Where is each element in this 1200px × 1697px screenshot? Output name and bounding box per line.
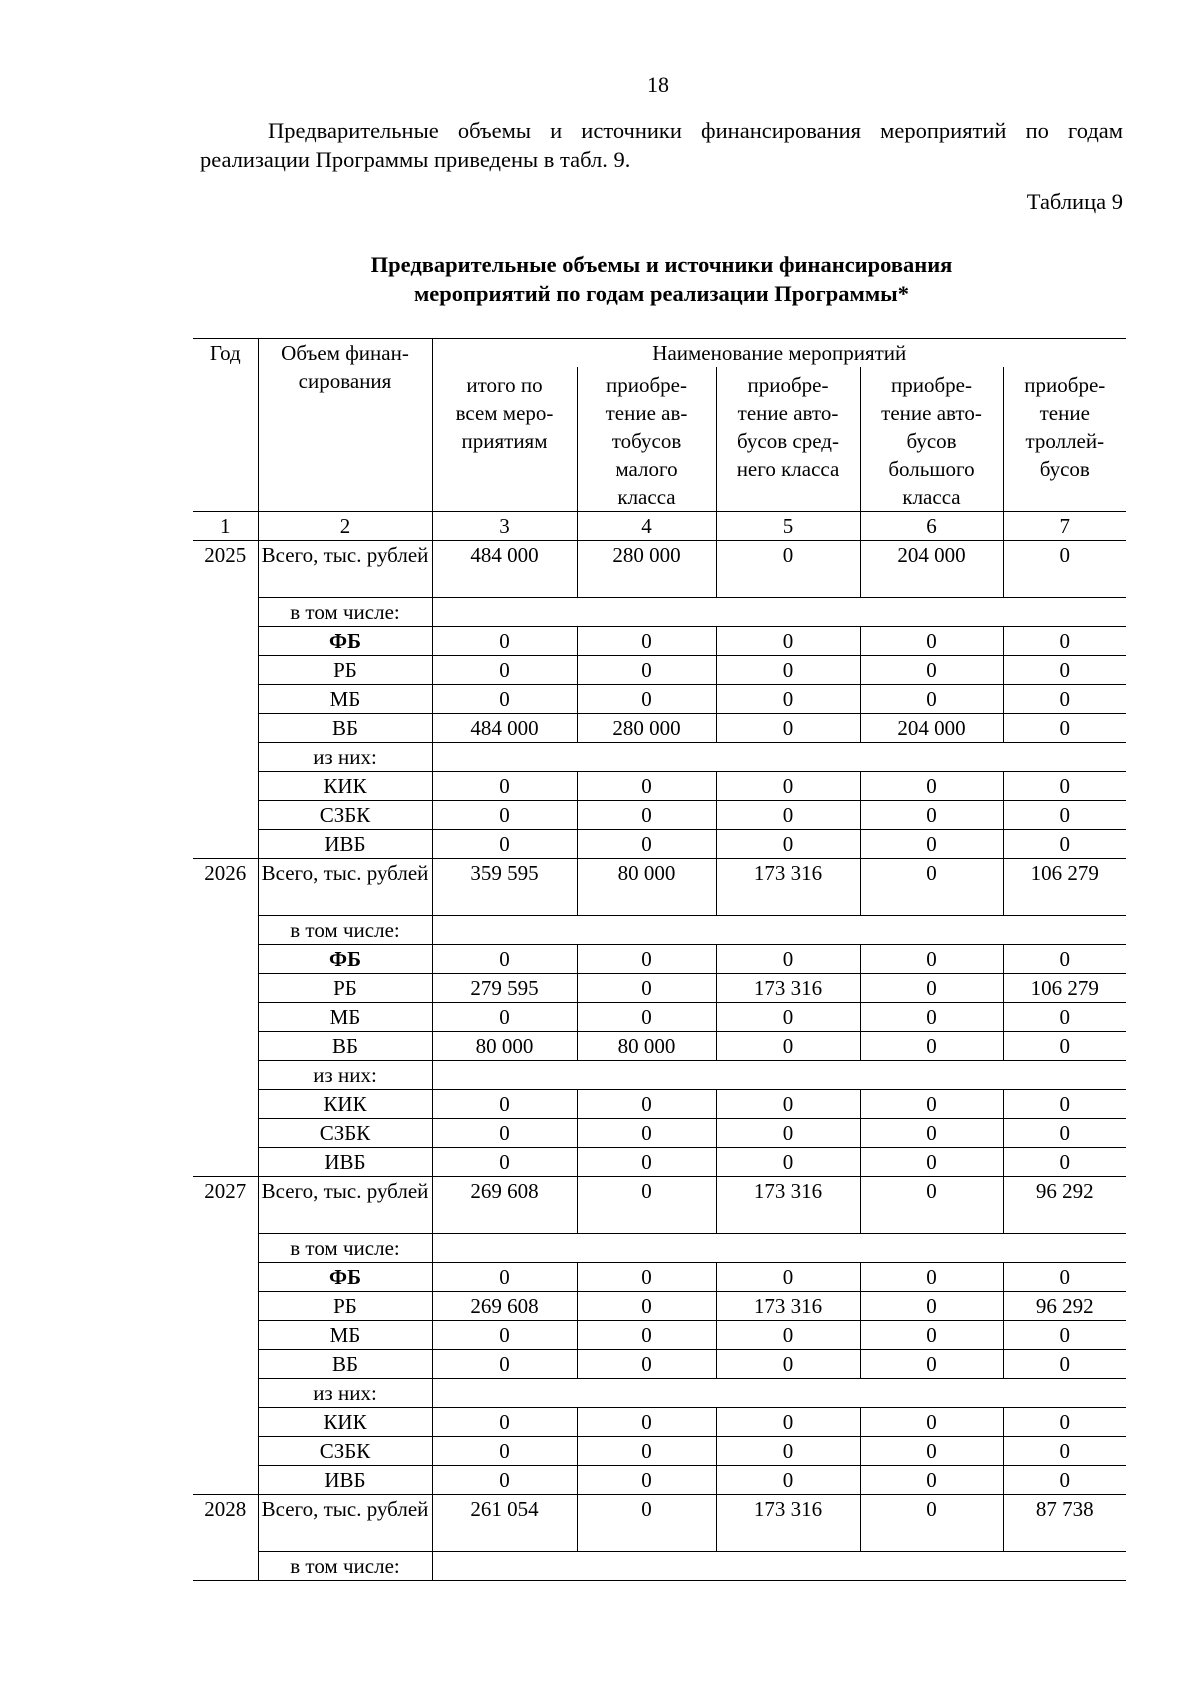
value-cell: 0 bbox=[860, 1466, 1003, 1495]
value-cell: 0 bbox=[860, 1350, 1003, 1379]
year-cell: 2025 bbox=[193, 541, 258, 859]
value-cell: 0 bbox=[1003, 714, 1126, 743]
value-cell: 0 bbox=[716, 1119, 860, 1148]
table-title bbox=[200, 250, 1123, 308]
table-row bbox=[193, 627, 1126, 656]
value-cell: 0 bbox=[860, 1321, 1003, 1350]
value-cell: 0 bbox=[432, 1350, 577, 1379]
value-cell: 0 bbox=[577, 1003, 716, 1032]
value-cell: 0 bbox=[716, 685, 860, 714]
value-cell: 204 000 bbox=[860, 714, 1003, 743]
value-cell: 0 bbox=[1003, 1148, 1126, 1177]
intro-paragraph: Предварительные объемы и источники финансирования мероприятий по годам реализации Программы приведены в табл. 9. bbox=[200, 118, 1123, 172]
row-label-including: в том числе: bbox=[258, 1552, 432, 1581]
value-cell: 0 bbox=[860, 1177, 1003, 1234]
table-row bbox=[193, 1090, 1126, 1119]
value-cell: 0 bbox=[577, 685, 716, 714]
value-cell: 0 bbox=[1003, 685, 1126, 714]
row-label-of-which: из них: bbox=[258, 1061, 432, 1090]
table-row bbox=[193, 743, 1126, 772]
value-cell: 173 316 bbox=[716, 1292, 860, 1321]
value-cell: 0 bbox=[716, 801, 860, 830]
table-row bbox=[193, 859, 1126, 916]
value-cell: 0 bbox=[432, 685, 577, 714]
value-cell: 0 bbox=[860, 1119, 1003, 1148]
table-row bbox=[193, 1552, 1126, 1581]
value-cell: 0 bbox=[1003, 830, 1126, 859]
value-cell: 261 054 bbox=[432, 1495, 577, 1552]
table-row bbox=[193, 1119, 1126, 1148]
value-cell: 80 000 bbox=[577, 859, 716, 916]
value-cell: 0 bbox=[577, 801, 716, 830]
value-cell: 173 316 bbox=[716, 974, 860, 1003]
subsource-label: СЗБК bbox=[258, 1119, 432, 1148]
column-number: 1 bbox=[193, 512, 258, 541]
subsource-label: КИК bbox=[258, 1408, 432, 1437]
value-cell: 0 bbox=[577, 1090, 716, 1119]
value-cell: 0 bbox=[577, 974, 716, 1003]
source-label: ФБ bbox=[258, 1263, 432, 1292]
source-label: МБ bbox=[258, 1321, 432, 1350]
header-col-medium-buses: приобре- тение авто- бусов сред- него класса bbox=[716, 367, 860, 512]
value-cell: 0 bbox=[860, 1292, 1003, 1321]
table-body bbox=[193, 541, 1126, 1581]
value-cell: 0 bbox=[1003, 1119, 1126, 1148]
value-cell: 0 bbox=[432, 945, 577, 974]
value-cell: 0 bbox=[432, 1090, 577, 1119]
table-row bbox=[193, 598, 1126, 627]
table-row bbox=[193, 1466, 1126, 1495]
value-cell: 0 bbox=[860, 1408, 1003, 1437]
value-cell: 0 bbox=[860, 974, 1003, 1003]
table-row bbox=[193, 1292, 1126, 1321]
value-cell: 0 bbox=[716, 1032, 860, 1061]
value-cell: 269 608 bbox=[432, 1292, 577, 1321]
value-cell: 0 bbox=[860, 772, 1003, 801]
table-row bbox=[193, 1148, 1126, 1177]
year-cell: 2026 bbox=[193, 859, 258, 1177]
table-row bbox=[193, 801, 1126, 830]
table-row bbox=[193, 1321, 1126, 1350]
row-label-including: в том числе: bbox=[258, 1234, 432, 1263]
empty-span-cell bbox=[432, 743, 1126, 772]
value-cell: 0 bbox=[716, 656, 860, 685]
value-cell: 0 bbox=[432, 830, 577, 859]
financing-table bbox=[193, 338, 1126, 1581]
table-row bbox=[193, 945, 1126, 974]
source-label: ФБ bbox=[258, 945, 432, 974]
value-cell: 0 bbox=[577, 1321, 716, 1350]
value-cell: 0 bbox=[1003, 1437, 1126, 1466]
row-label-including: в том числе: bbox=[258, 916, 432, 945]
subsource-label: ИВБ bbox=[258, 1148, 432, 1177]
value-cell: 484 000 bbox=[432, 541, 577, 598]
value-cell: 0 bbox=[577, 1177, 716, 1234]
source-label: ВБ bbox=[258, 1350, 432, 1379]
value-cell: 0 bbox=[716, 1090, 860, 1119]
value-cell: 280 000 bbox=[577, 541, 716, 598]
value-cell: 0 bbox=[577, 627, 716, 656]
value-cell: 0 bbox=[716, 714, 860, 743]
row-label-of-which: из них: bbox=[258, 743, 432, 772]
table-row bbox=[193, 1495, 1126, 1552]
value-cell: 0 bbox=[860, 627, 1003, 656]
table-title-line-2: мероприятий по годам реализации Программы* bbox=[413, 281, 910, 306]
value-cell: 0 bbox=[716, 1437, 860, 1466]
value-cell: 0 bbox=[716, 1350, 860, 1379]
value-cell: 0 bbox=[577, 1119, 716, 1148]
value-cell: 0 bbox=[1003, 1466, 1126, 1495]
header-col-total: итого по всем меро- приятиям bbox=[432, 367, 577, 512]
value-cell: 279 595 bbox=[432, 974, 577, 1003]
source-label: МБ bbox=[258, 1003, 432, 1032]
value-cell: 0 bbox=[1003, 1263, 1126, 1292]
value-cell: 0 bbox=[1003, 1090, 1126, 1119]
value-cell: 0 bbox=[577, 1292, 716, 1321]
source-label: МБ bbox=[258, 685, 432, 714]
empty-span-cell bbox=[432, 1234, 1126, 1263]
value-cell: 0 bbox=[577, 1437, 716, 1466]
value-cell: 0 bbox=[860, 1148, 1003, 1177]
table-row bbox=[193, 1032, 1126, 1061]
value-cell: 0 bbox=[860, 656, 1003, 685]
table-row bbox=[193, 1061, 1126, 1090]
value-cell: 96 292 bbox=[1003, 1177, 1126, 1234]
subsource-label: КИК bbox=[258, 772, 432, 801]
empty-span-cell bbox=[432, 916, 1126, 945]
value-cell: 0 bbox=[716, 830, 860, 859]
table-label: Таблица 9 bbox=[1026, 189, 1123, 214]
value-cell: 0 bbox=[432, 1119, 577, 1148]
header-activities: Наименование мероприятий bbox=[432, 339, 1126, 368]
value-cell: 0 bbox=[432, 1148, 577, 1177]
value-cell: 0 bbox=[432, 1321, 577, 1350]
value-cell: 0 bbox=[716, 1263, 860, 1292]
column-number: 4 bbox=[577, 512, 716, 541]
table-row bbox=[193, 685, 1126, 714]
value-cell: 173 316 bbox=[716, 859, 860, 916]
table-row bbox=[193, 1177, 1126, 1234]
value-cell: 269 608 bbox=[432, 1177, 577, 1234]
value-cell: 0 bbox=[716, 945, 860, 974]
value-cell: 0 bbox=[860, 1495, 1003, 1552]
subsource-label: СЗБК bbox=[258, 801, 432, 830]
table-row bbox=[193, 1379, 1126, 1408]
subsource-label: СЗБК bbox=[258, 1437, 432, 1466]
value-cell: 0 bbox=[860, 1032, 1003, 1061]
table-row bbox=[193, 714, 1126, 743]
subsource-label: КИК bbox=[258, 1090, 432, 1119]
value-cell: 0 bbox=[860, 1090, 1003, 1119]
header-col-large-buses: приобре- тение авто- бусов большого класса bbox=[860, 367, 1003, 512]
subsource-label: ИВБ bbox=[258, 830, 432, 859]
row-label-total: Всего, тыс. рублей bbox=[258, 1177, 432, 1234]
empty-span-cell bbox=[432, 598, 1126, 627]
value-cell: 0 bbox=[860, 830, 1003, 859]
value-cell: 0 bbox=[577, 656, 716, 685]
table-row bbox=[193, 541, 1126, 598]
table-row bbox=[193, 1350, 1126, 1379]
value-cell: 0 bbox=[1003, 772, 1126, 801]
value-cell: 0 bbox=[432, 801, 577, 830]
value-cell: 0 bbox=[432, 1437, 577, 1466]
value-cell: 0 bbox=[432, 1408, 577, 1437]
subsource-label: ИВБ bbox=[258, 1466, 432, 1495]
table-row bbox=[193, 916, 1126, 945]
value-cell: 0 bbox=[577, 772, 716, 801]
value-cell: 173 316 bbox=[716, 1495, 860, 1552]
value-cell: 0 bbox=[860, 1003, 1003, 1032]
value-cell: 0 bbox=[1003, 627, 1126, 656]
value-cell: 280 000 bbox=[577, 714, 716, 743]
value-cell: 0 bbox=[860, 801, 1003, 830]
value-cell: 80 000 bbox=[577, 1032, 716, 1061]
value-cell: 484 000 bbox=[432, 714, 577, 743]
source-label: РБ bbox=[258, 656, 432, 685]
source-label: РБ bbox=[258, 1292, 432, 1321]
value-cell: 0 bbox=[577, 1350, 716, 1379]
value-cell: 0 bbox=[432, 1003, 577, 1032]
value-cell: 0 bbox=[577, 945, 716, 974]
value-cell: 0 bbox=[1003, 656, 1126, 685]
header-col-trolleybuses: приобре- тение троллей- бусов bbox=[1003, 367, 1126, 512]
value-cell: 0 bbox=[432, 772, 577, 801]
table-title-line-1: Предварительные объемы и источники финансирования bbox=[370, 252, 953, 277]
row-label-of-which: из них: bbox=[258, 1379, 432, 1408]
column-number: 3 bbox=[432, 512, 577, 541]
value-cell: 0 bbox=[432, 1263, 577, 1292]
value-cell: 87 738 bbox=[1003, 1495, 1126, 1552]
value-cell: 0 bbox=[577, 1466, 716, 1495]
table-row bbox=[193, 1408, 1126, 1437]
value-cell: 0 bbox=[432, 627, 577, 656]
row-label-total: Всего, тыс. рублей bbox=[258, 1495, 432, 1552]
value-cell: 0 bbox=[1003, 801, 1126, 830]
source-label: РБ bbox=[258, 974, 432, 1003]
value-cell: 0 bbox=[860, 1437, 1003, 1466]
header-year: Год bbox=[193, 339, 258, 512]
value-cell: 173 316 bbox=[716, 1177, 860, 1234]
row-label-total: Всего, тыс. рублей bbox=[258, 541, 432, 598]
value-cell: 0 bbox=[577, 1495, 716, 1552]
value-cell: 106 279 bbox=[1003, 974, 1126, 1003]
value-cell: 0 bbox=[716, 1408, 860, 1437]
empty-span-cell bbox=[432, 1379, 1126, 1408]
value-cell: 0 bbox=[577, 1263, 716, 1292]
empty-span-cell bbox=[432, 1552, 1126, 1581]
value-cell: 0 bbox=[860, 1263, 1003, 1292]
column-number: 7 bbox=[1003, 512, 1126, 541]
value-cell: 0 bbox=[860, 685, 1003, 714]
value-cell: 0 bbox=[716, 1003, 860, 1032]
table-row bbox=[193, 1003, 1126, 1032]
value-cell: 0 bbox=[1003, 1321, 1126, 1350]
value-cell: 0 bbox=[577, 1408, 716, 1437]
source-label: ВБ bbox=[258, 714, 432, 743]
value-cell: 0 bbox=[1003, 1003, 1126, 1032]
table-row bbox=[193, 1437, 1126, 1466]
value-cell: 0 bbox=[716, 1321, 860, 1350]
value-cell: 0 bbox=[716, 541, 860, 598]
source-label: ВБ bbox=[258, 1032, 432, 1061]
value-cell: 0 bbox=[1003, 1032, 1126, 1061]
value-cell: 0 bbox=[860, 859, 1003, 916]
source-label: ФБ bbox=[258, 627, 432, 656]
row-label-total: Всего, тыс. рублей bbox=[258, 859, 432, 916]
value-cell: 96 292 bbox=[1003, 1292, 1126, 1321]
column-numbers-row bbox=[193, 512, 1126, 541]
value-cell: 0 bbox=[716, 1148, 860, 1177]
value-cell: 0 bbox=[716, 627, 860, 656]
table-row bbox=[193, 1263, 1126, 1292]
year-cell: 2028 bbox=[193, 1495, 258, 1581]
year-cell: 2027 bbox=[193, 1177, 258, 1495]
value-cell: 0 bbox=[432, 1466, 577, 1495]
value-cell: 0 bbox=[1003, 945, 1126, 974]
value-cell: 0 bbox=[716, 1466, 860, 1495]
value-cell: 359 595 bbox=[432, 859, 577, 916]
row-label-including: в том числе: bbox=[258, 598, 432, 627]
value-cell: 106 279 bbox=[1003, 859, 1126, 916]
value-cell: 0 bbox=[1003, 541, 1126, 598]
column-number: 5 bbox=[716, 512, 860, 541]
value-cell: 0 bbox=[577, 830, 716, 859]
value-cell: 0 bbox=[577, 1148, 716, 1177]
value-cell: 204 000 bbox=[860, 541, 1003, 598]
table-row bbox=[193, 830, 1126, 859]
value-cell: 0 bbox=[1003, 1408, 1126, 1437]
header-volume: Объем финан- сирования bbox=[258, 339, 432, 512]
value-cell: 0 bbox=[432, 656, 577, 685]
page-number: 18 bbox=[647, 72, 669, 97]
table-row bbox=[193, 772, 1126, 801]
value-cell: 80 000 bbox=[432, 1032, 577, 1061]
header-col-small-buses: приобре- тение ав- тобусов малого класса bbox=[577, 367, 716, 512]
value-cell: 0 bbox=[716, 772, 860, 801]
column-number: 2 bbox=[258, 512, 432, 541]
value-cell: 0 bbox=[860, 945, 1003, 974]
column-number: 6 bbox=[860, 512, 1003, 541]
value-cell: 0 bbox=[1003, 1350, 1126, 1379]
table-row bbox=[193, 974, 1126, 1003]
table-row bbox=[193, 1234, 1126, 1263]
table-row bbox=[193, 656, 1126, 685]
empty-span-cell bbox=[432, 1061, 1126, 1090]
